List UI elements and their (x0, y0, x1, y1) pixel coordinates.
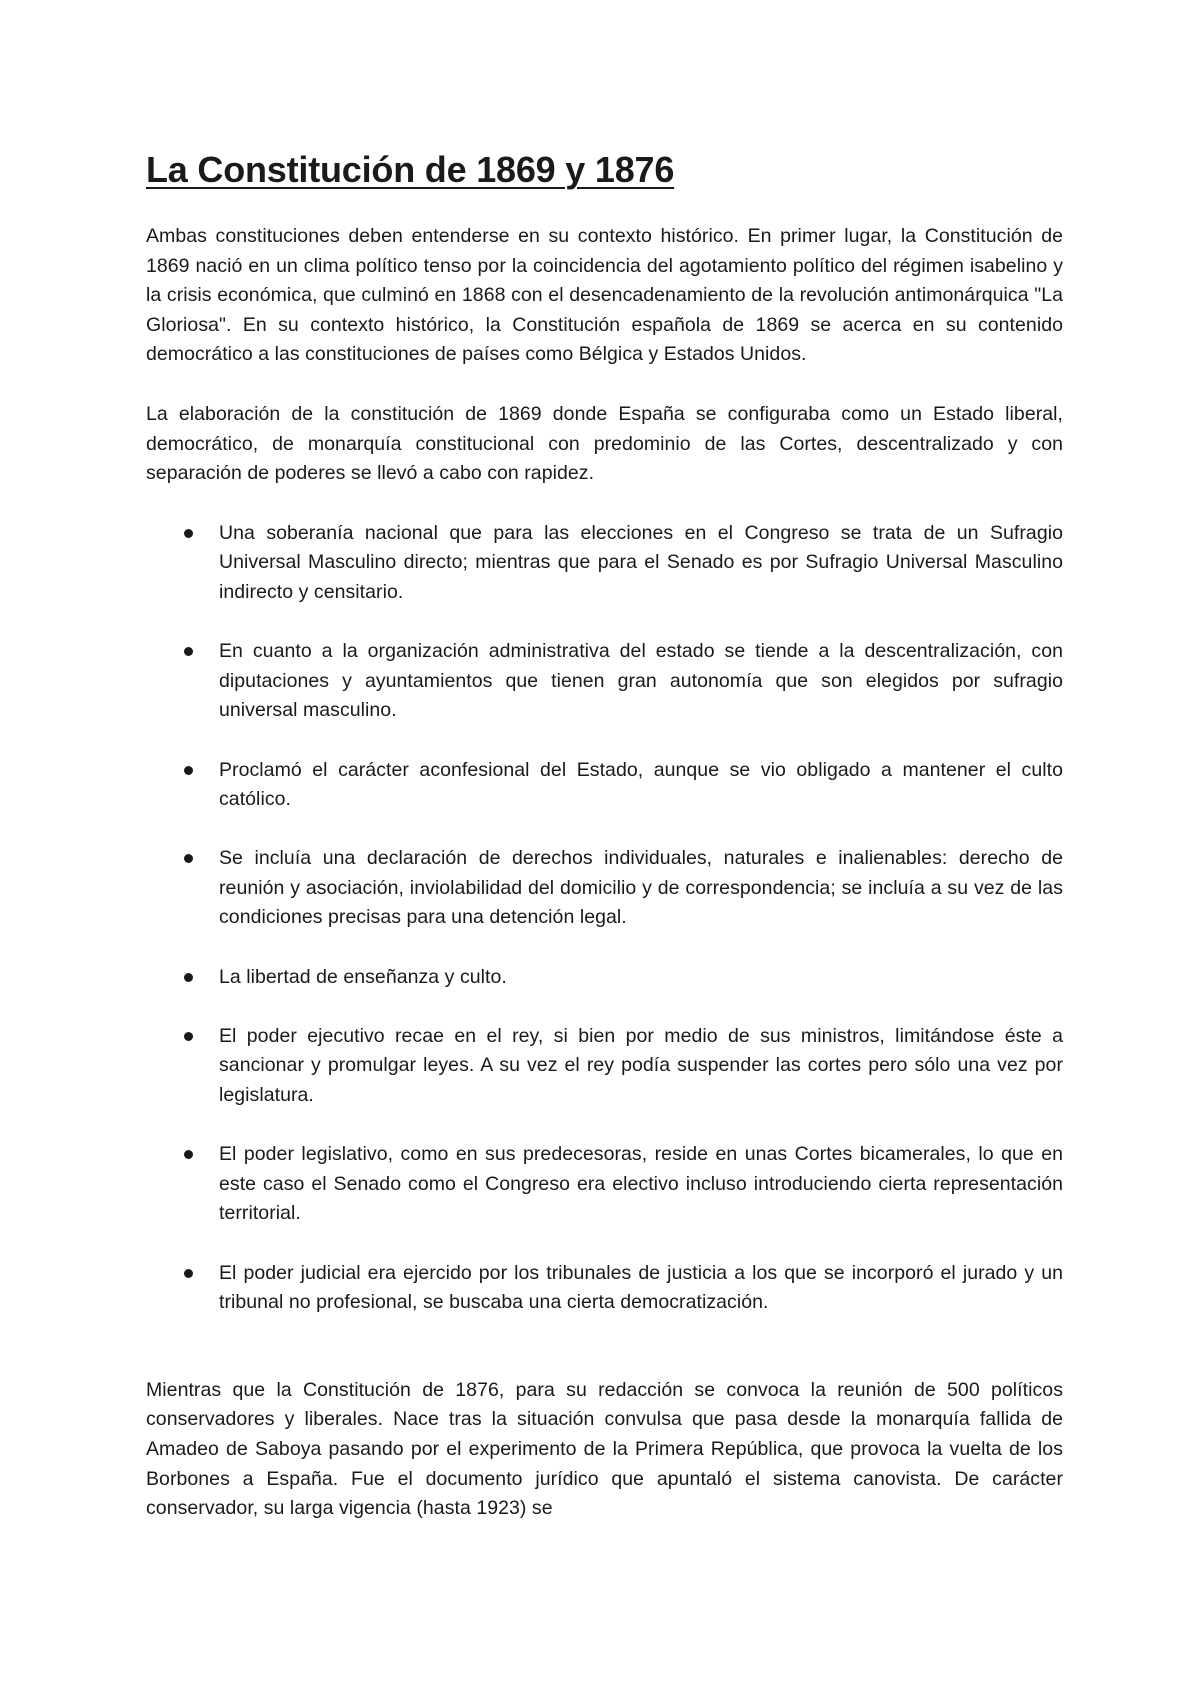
list-item (146, 1140, 1063, 1229)
list-item-text: Proclamó el carácter aconfesional del Estado, aunque se vio obligado a mantener el culto católico. (219, 758, 1063, 811)
list-item-text: Una soberanía nacional que para las elecciones en el Congreso se trata de un Sufragio Universal Masculino directo; mientras que para el Senado es por Sufragio Universal Masculino indirecto y censitario. (219, 521, 1063, 603)
list-item-text: El poder ejecutivo recae en el rey, si bien por medio de sus ministros, limitándose éste a sancionar y promulgar leyes. A su vez el rey podía suspender las cortes pero sólo una vez por legislatura. (219, 1024, 1063, 1107)
bullet-icon (184, 1150, 193, 1159)
bullet-icon (184, 766, 193, 775)
bullet-icon (184, 1032, 193, 1041)
bullet-icon (184, 1269, 193, 1278)
list-item-text: En cuanto a la organización administrativa del estado se tiende a la descentralización, con diputaciones y ayuntamientos que tienen gran autonomía que son elegidos por sufragio universal masculino. (219, 640, 1063, 722)
list-item (146, 1259, 1063, 1318)
list-item (146, 519, 1063, 608)
bullet-icon (184, 973, 193, 982)
list-item-text: Se incluía una declaración de derechos individuales, naturales e inalienables: derecho de reunión y asociación, inviolabilidad del domicilio y de correspondencia; se incluía a su vez de las condiciones precisas para una detención legal. (219, 847, 1063, 929)
document-title: La Constitución de 1869 y 1876 (146, 149, 675, 190)
list-item (146, 1022, 1063, 1111)
list-item-text: La libertad de enseñanza y culto. (219, 965, 507, 988)
paragraph-elaboration: La elaboración de la constitución de 1869 donde España se configuraba como un Estado liberal, democrático, de monarquía constitucional con predominio de las Cortes, descentralizado y con separación de poderes se llevó a cabo con rapidez. (146, 402, 1063, 485)
paragraph-1876: Mientras que la Constitución de 1876, para su redacción se convoca la reunión de 500 políticos conservadores y liberales. Nace tras la situación convulsa que pasa desde la monarquía fallida de Amadeo de Saboya pasando por el experimento de la Primera República, que provoca la vuelta de los Borbones a España. Fue el documento jurídico que apuntaló el sistema canovista. De carácter conservador, su larga vigencia (hasta 1923) se (146, 1378, 1063, 1520)
bullet-icon (184, 854, 193, 863)
list-item (146, 963, 1063, 993)
list-item-text: El poder judicial era ejercido por los tribunales de justicia a los que se incorporó el jurado y un tribunal no profesional, se buscaba una cierta democratización. (219, 1261, 1063, 1314)
bullet-icon (184, 647, 193, 656)
features-list (146, 519, 1063, 1318)
list-item (146, 637, 1063, 726)
document-page (146, 148, 1063, 1524)
list-item (146, 844, 1063, 933)
bullet-icon (184, 529, 193, 538)
paragraph-context: Ambas constituciones deben entenderse en su contexto histórico. En primer lugar, la Constitución de 1869 nació en un clima político tenso por la coincidencia del agotamiento político del régimen isabelino y la crisis económica, que culminó en 1868 con el desencadenamiento de la revolución antimonárquica "La Gloriosa". En su contexto histórico, la Constitución española de 1869 se acerca en su contenido democrático a las constituciones de países como Bélgica y Estados Unidos. (146, 225, 1063, 366)
list-item-text: El poder legislativo, como en sus predecesoras, reside en unas Cortes bicamerales, lo que en este caso el Senado como el Congreso era electivo incluso introduciendo cierta representación territorial. (219, 1143, 1063, 1225)
list-item (146, 756, 1063, 815)
